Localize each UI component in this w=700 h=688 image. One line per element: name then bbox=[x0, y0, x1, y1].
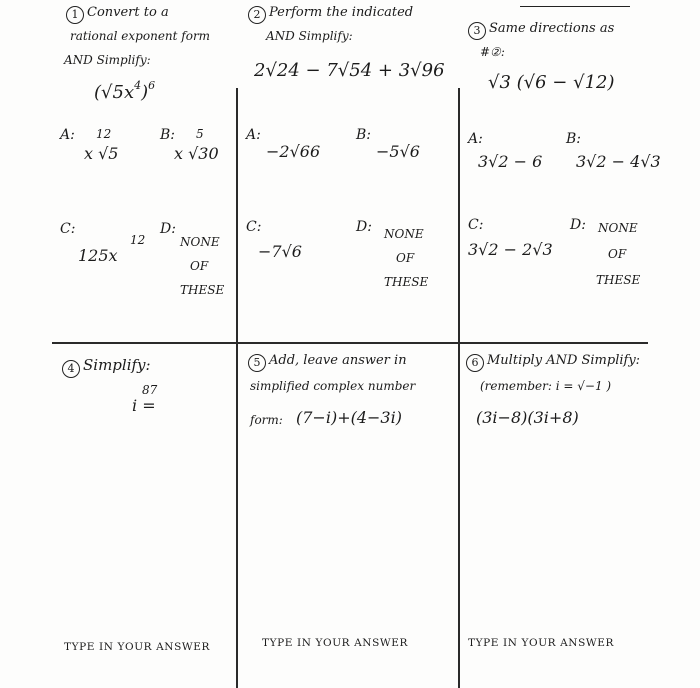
q3-option-d-line2: OF bbox=[608, 247, 627, 261]
q3-option-d-line1: NONE bbox=[598, 221, 638, 235]
q5-form-label: form: bbox=[250, 413, 283, 427]
q1-option-c-sup: 12 bbox=[130, 233, 146, 247]
q3-option-a: 3√2 − 6 bbox=[478, 152, 543, 171]
q3-expression: √3 (√6 − √12) bbox=[488, 72, 615, 93]
top-rule bbox=[520, 6, 630, 7]
q1-option-d-line3: THESE bbox=[180, 283, 225, 297]
q2-header-line1: 2 Perform the indicated bbox=[248, 6, 413, 24]
divider-col-2 bbox=[458, 88, 460, 344]
q2-number: 2 bbox=[248, 6, 266, 24]
q3-option-a-label: A: bbox=[468, 131, 483, 147]
q2-option-d-line3: THESE bbox=[384, 275, 429, 289]
q2-expression: 2√24 − 7√54 + 3√96 bbox=[254, 60, 445, 81]
answer-prompt-1[interactable]: TYPE IN YOUR ANSWER bbox=[64, 641, 211, 653]
q5-header-line2: simplified complex number bbox=[250, 379, 416, 393]
q4-header: 4 Simplify: bbox=[62, 358, 151, 378]
q1-option-b: x √30 bbox=[174, 144, 219, 163]
q6-number: 6 bbox=[466, 354, 484, 372]
q6-header-line2: (remember: i = √−1 ) bbox=[480, 379, 612, 393]
q3-number: 3 bbox=[468, 22, 486, 40]
q5-header-line1: 5 Add, leave answer in bbox=[248, 354, 407, 372]
q1-option-a-label: A: bbox=[60, 127, 75, 143]
q4-exponent: 87 bbox=[142, 383, 158, 397]
q2-option-a: −2√66 bbox=[266, 142, 321, 161]
q1-number: 1 bbox=[66, 6, 84, 24]
q1-header-line1: 1 Convert to a bbox=[66, 6, 169, 24]
q2-option-a-label: A: bbox=[246, 127, 261, 143]
q3-option-c: 3√2 − 2√3 bbox=[468, 240, 553, 259]
q1-option-c-label: C: bbox=[60, 221, 76, 237]
q1-header-line3: AND Simplify: bbox=[64, 53, 151, 67]
q4-expression: i = bbox=[132, 396, 156, 415]
answer-prompt-3[interactable]: TYPE IN YOUR ANSWER bbox=[468, 637, 615, 649]
q3-option-d-label: D: bbox=[570, 217, 586, 233]
divider-col-2-lower bbox=[458, 342, 460, 688]
q1-option-d-label: D: bbox=[160, 221, 176, 237]
answer-prompt-2[interactable]: TYPE IN YOUR ANSWER bbox=[262, 637, 409, 649]
q1-expression: $(√5x^4)^6$ bbox=[94, 79, 156, 103]
q2-option-c-label: C: bbox=[246, 219, 262, 235]
q2-option-b-label: B: bbox=[356, 127, 372, 143]
q3-header-line1: 3 Same directions as bbox=[468, 22, 614, 40]
q2-option-c: −7√6 bbox=[258, 242, 302, 261]
q3-option-b-label: B: bbox=[566, 131, 582, 147]
q1-option-b-label: B: bbox=[160, 127, 176, 143]
q1-option-c: 125x bbox=[78, 246, 118, 265]
q1-option-b-sup: 5 bbox=[196, 127, 204, 141]
q3-option-c-label: C: bbox=[468, 217, 484, 233]
q6-expression: (3i−8)(3i+8) bbox=[476, 408, 579, 427]
q6-header-line1: 6 Multiply AND Simplify: bbox=[466, 354, 640, 372]
q2-option-d-line2: OF bbox=[396, 251, 415, 265]
q1-option-d-line1: NONE bbox=[180, 235, 220, 249]
q1-header-line2: rational exponent form bbox=[70, 29, 211, 43]
q2-option-d-label: D: bbox=[356, 219, 372, 235]
q1-option-a-sup: 12 bbox=[96, 127, 112, 141]
q1-option-d-line2: OF bbox=[190, 259, 209, 273]
q3-option-b: 3√2 − 4√3 bbox=[576, 152, 661, 171]
q2-option-b: −5√6 bbox=[376, 142, 420, 161]
divider-col-1 bbox=[236, 88, 238, 344]
q5-number: 5 bbox=[248, 354, 266, 372]
q4-number: 4 bbox=[62, 360, 80, 378]
q2-header-line2: AND Simplify: bbox=[266, 29, 353, 43]
divider-col-1-lower bbox=[236, 342, 238, 688]
q3-header-line2: #②: bbox=[480, 45, 505, 59]
q3-option-d-line3: THESE bbox=[596, 273, 641, 287]
divider-row-mid bbox=[52, 342, 648, 344]
q5-expression: (7−i)+(4−3i) bbox=[296, 408, 402, 427]
q2-option-d-line1: NONE bbox=[384, 227, 424, 241]
q1-option-a: x √5 bbox=[84, 144, 119, 163]
